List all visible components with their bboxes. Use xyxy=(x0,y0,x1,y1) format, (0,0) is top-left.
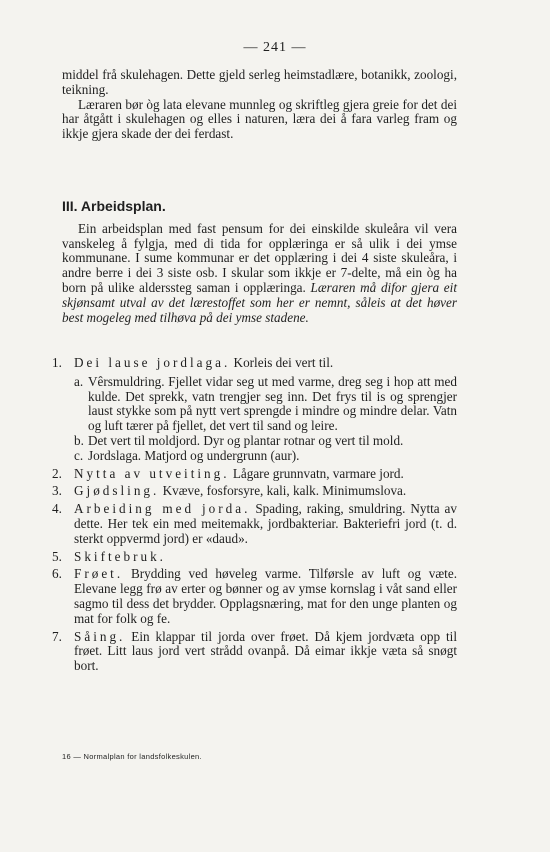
item-title: Arbeiding med jorda. xyxy=(74,501,251,517)
list-item-4 xyxy=(52,501,457,546)
sub-item-a xyxy=(74,375,457,434)
sub-item-b xyxy=(74,434,457,449)
item-text: Lågare grunnvatn, varmare jord. xyxy=(232,465,404,481)
section-italic-text: Læraren må difor gjera eit skjønsamt utval av det lærestoffet som her er nemnt, såleis at det høver best mogeleg med tilhøva på dei ymse stadene. xyxy=(62,279,457,325)
sub-item-text: Vêrsmuldring. Fjellet vidar seg ut med varme, dreg seg i hop att med kulde. Det sprekk, vatn trengjer seg inn. Det frys til is og sprengjer laust stykke som på nytt vert sprengde i mindre og mindre delar. Vatn og luft tærer på fjellet, det vert til sand og leire. xyxy=(88,373,457,434)
list-item-6 xyxy=(52,566,457,626)
item-title: Skiftebruk. xyxy=(74,548,166,564)
intro-block xyxy=(62,68,457,142)
item-number: 3. xyxy=(52,483,62,499)
item-text: Brydding ved høveleg varme. Tilførsle av luft og væte. Elevane legg frø av erter og bønner og av ymse kornslag i våt sand eller sagmo til dess det brydder. Opplagsnæring, mat for den unge planten og mat for folk og fe. xyxy=(74,566,457,626)
list-item-1 xyxy=(52,355,457,371)
arbeidsplan-section xyxy=(62,199,457,325)
item-number: 2. xyxy=(52,465,62,481)
list-item-7 xyxy=(52,628,457,674)
sub-item-text: Det vert til moldjord. Dyr og plantar rotnar og vert til mold. xyxy=(88,432,404,448)
list-item-3 xyxy=(52,483,457,499)
section-paragraph xyxy=(62,222,457,326)
item-text: Spading, raking, smuldring. Nytta av dette. Her tek ein med meitemakk, jordbakteriar. Bakteriefri jord (t. d. sterkt oppvermd jord) er «daud». xyxy=(74,501,457,546)
list-item-2 xyxy=(52,465,457,482)
intro-paragraph: Læraren bør òg lata elevane munnleg og skriftleg gjera greie for det dei har åtgått i skulehagen og elles i naturen, læra dei å fara varleg fram og ikkje gjera skade der dei ferdast. xyxy=(62,96,457,142)
list-item-5 xyxy=(52,548,457,565)
item-number: 4. xyxy=(52,501,62,517)
page-number: — 241 — xyxy=(243,40,307,55)
item-text: Korleis dei vert til. xyxy=(233,355,334,370)
item-number: 5. xyxy=(52,548,62,564)
sub-item-letter: a. xyxy=(74,373,84,389)
item-text: Ein klappar til jorda over frøet. Då kjem jordvæta opp til frøet. Litt laus jord vert strådd ovanpå. Då eimar ikkje væta så snøgt bort. xyxy=(74,628,457,674)
item-title: Frøet. xyxy=(74,566,124,582)
item-title: Nytta av utveiting. xyxy=(74,465,230,481)
sub-item-letter: c. xyxy=(74,447,84,463)
sub-item-text: Jordslaga. Matjord og undergrunn (aur). xyxy=(88,447,300,463)
item-list xyxy=(52,355,457,674)
sub-item-c xyxy=(74,449,457,464)
item-title: Dei lause jordlaga. xyxy=(74,355,231,370)
item-text: Kvæve, fosforsyre, kali, kalk. Minimumslova. xyxy=(162,483,407,499)
item-number: 6. xyxy=(52,566,62,582)
sub-item-letter: b. xyxy=(74,432,84,448)
item-title: Såing. xyxy=(74,628,126,644)
item-number: 1. xyxy=(52,355,62,370)
item-number: 7. xyxy=(52,628,62,644)
footnote: 16 — Normalplan for landsfolkeskulen. xyxy=(62,752,202,761)
intro-line: middel frå skulehagen. Dette gjeld serleg heimstadlære, botanikk, zoologi, teikning. xyxy=(62,67,457,97)
item-title: Gjødsling. xyxy=(74,483,160,499)
section-heading: III. Arbeidsplan. xyxy=(62,198,166,214)
section-text: Ein arbeidsplan med fast pensum for dei einskilde skuleåra vil vera vanskeleg å fylgja, med di tida for opplæringa er så ulik i dei ymse kommunane. I sume kommunar er det opplæring i dei 4 siste skuleåra, i andre berre i dei 3 siste osb. I skular som ikkje er 7-delte, må ein òg ha born på ulike alderssteg saman i opplæringa. xyxy=(62,220,457,295)
sub-list xyxy=(62,375,457,464)
